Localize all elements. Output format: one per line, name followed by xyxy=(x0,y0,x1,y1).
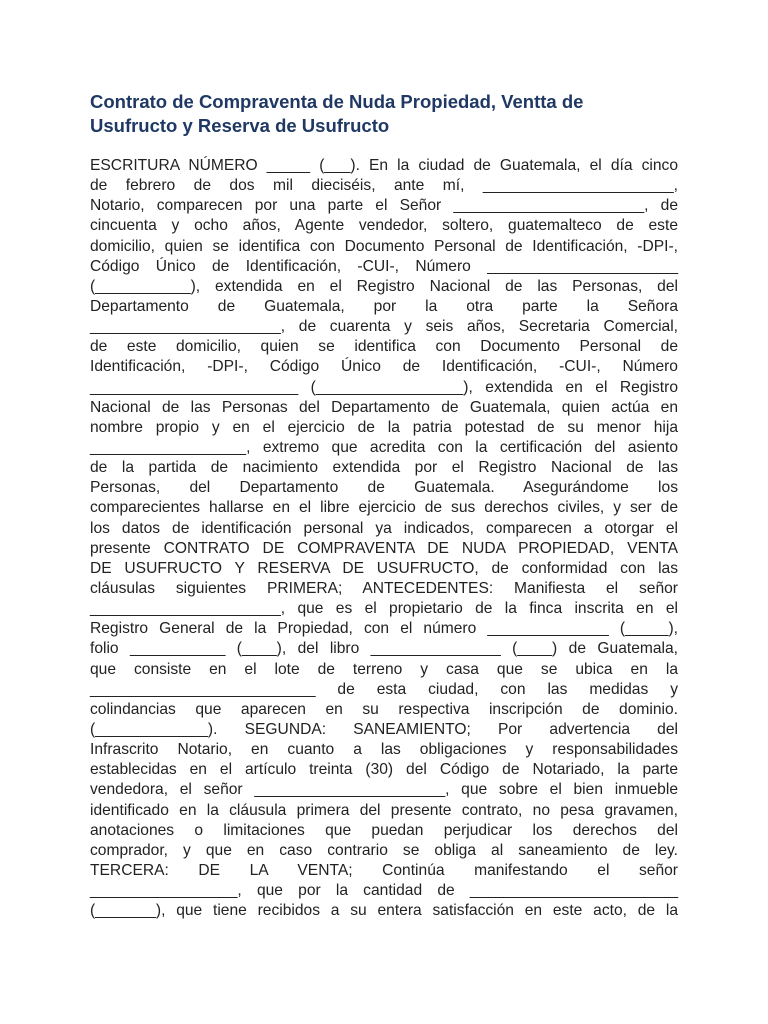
body-line: de la partida de nacimiento extendida por el Registro Nacional de las xyxy=(90,459,678,477)
body-line: _________________, que por la cantidad de ________________________ xyxy=(90,882,678,900)
body-line: comprador, y que en caso contrario se obliga al saneamiento de ley. xyxy=(90,841,678,859)
body-line: ______________________, que es el propietario de la finca inscrita en el xyxy=(90,600,678,618)
body-line: __________________________ de esta ciudad, con las medidas y xyxy=(90,680,678,698)
body-line: ESCRITURA NÚMERO _____ (___). En la ciudad de Guatemala, el día cinco xyxy=(90,157,678,174)
body-line: Personas, del Departamento de Guatemala. Asegurándome los xyxy=(90,479,678,497)
body-line: Departamento de Guatemala, por la otra parte la Señora xyxy=(90,297,678,315)
body-line: (_______), que tiene recibidos a su entera satisfacción en este acto, de la xyxy=(90,902,678,920)
body-line: nombre propio y en el ejercicio de la patria potestad de su menor hija xyxy=(90,418,678,436)
body-line: ________________________ (_________________), extendida en el Registro xyxy=(90,378,678,396)
body-line: cincuenta y ocho años, Agente vendedor, soltero, guatemalteco de este xyxy=(90,217,678,235)
body-line: que consiste en el lote de terreno y casa que se ubica en la xyxy=(90,660,678,678)
body-line: Identificación, -DPI-, Código Único de Identificación, -CUI-, Número xyxy=(90,358,678,376)
body-line: Registro General de la Propiedad, con el número ______________ (_____), xyxy=(90,620,678,638)
body-line: folio ___________ (____), del libro _______________ (____) de Guatemala, xyxy=(90,640,678,658)
body-line: Notario, comparecen por una parte el Señor ______________________, de xyxy=(90,197,678,215)
body-line: (_____________). SEGUNDA: SANEAMIENTO; Por advertencia del xyxy=(90,720,678,738)
body-line: (___________), extendida en el Registro Nacional de las Personas, del xyxy=(90,277,678,295)
body-line: anotaciones o limitaciones que puedan perjudicar los derechos del xyxy=(90,821,678,839)
body-line: colindancias que aparecen en su respectiva inscripción de dominio. xyxy=(90,700,678,718)
document-title: Contrato de Compraventa de Nuda Propiedad, Ventta de Usufructo y Reserva de Usufructo xyxy=(90,91,584,136)
body-line: Código Único de Identificación, -CUI-, Número ______________________ xyxy=(90,257,678,275)
body-line: vendedora, el señor ______________________, que sobre el bien inmueble xyxy=(90,781,678,799)
body-line: __________________, extremo que acredita con la certificación del asiento xyxy=(90,438,678,456)
body-line: cláusulas siguientes PRIMERA; ANTECEDENTES: Manifiesta el señor xyxy=(90,579,678,597)
body-line: comparecientes hallarse en el libre ejercicio de sus derechos civiles, y ser de xyxy=(90,499,678,517)
body-line: Infrascrito Notario, en cuanto a las obligaciones y responsabilidades xyxy=(90,741,678,759)
body-line: domicilio, quien se identifica con Documento Personal de Identificación, -DPI-, xyxy=(90,237,678,255)
body-line: presente CONTRATO DE COMPRAVENTA DE NUDA PROPIEDAD, VENTA xyxy=(90,539,678,557)
body-line: establecidas en el artículo treinta (30) del Código de Notariado, la parte xyxy=(90,761,678,779)
body-line: TERCERA: DE LA VENTA; Continúa manifestando el señor xyxy=(90,861,678,879)
body-line: Nacional de las Personas del Departamento de Guatemala, quien actúa en xyxy=(90,398,678,416)
body-line: de este domicilio, quien se identifica con Documento Personal de xyxy=(90,338,678,356)
document-body xyxy=(90,156,678,921)
body-line: DE USUFRUCTO Y RESERVA DE USUFRUCTO, de conformidad con las xyxy=(90,559,678,577)
body-line: identificado en la cláusula primera del presente contrato, no pesa gravamen, xyxy=(90,801,678,819)
body-line: ______________________, de cuarenta y seis años, Secretaria Comercial, xyxy=(90,318,678,336)
body-line: los datos de identificación personal ya indicados, comparecen a otorgar el xyxy=(90,519,678,537)
body-line: de febrero de dos mil dieciséis, ante mí, ______________________, xyxy=(90,177,678,195)
